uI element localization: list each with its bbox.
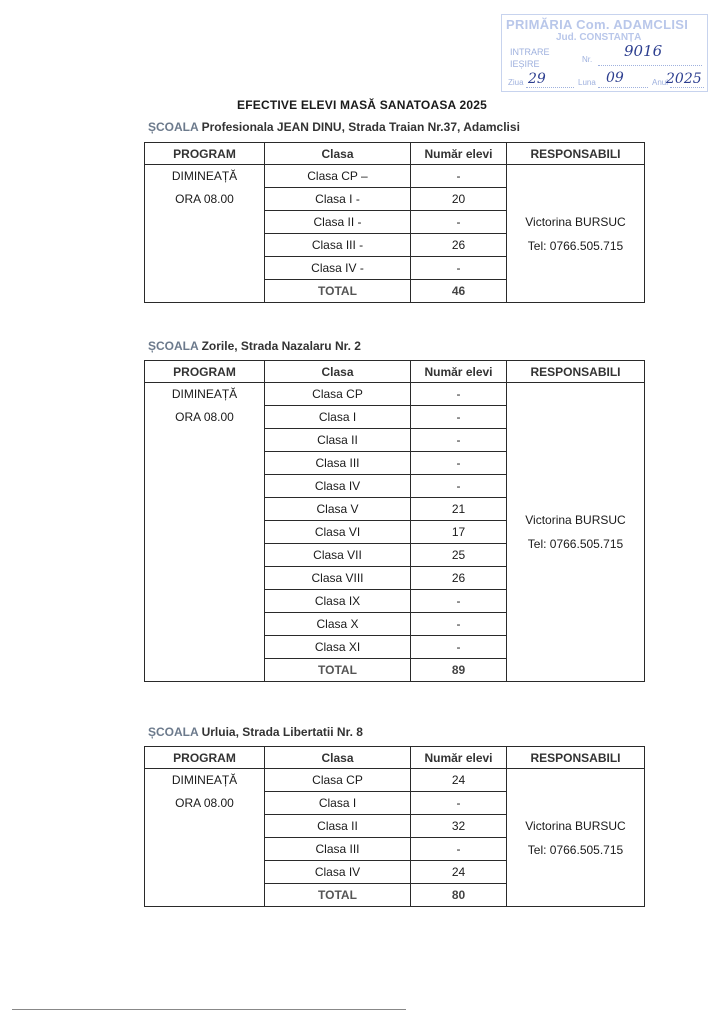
clasa-cell: Clasa CP	[265, 383, 411, 406]
numar-cell: -	[411, 792, 507, 815]
numar-cell: 24	[411, 769, 507, 792]
program-cell: DIMINEAȚĂ ORA 08.00	[145, 769, 265, 907]
responsabili-cell: Victorina BURSUC Tel: 0766.505.715	[507, 769, 645, 907]
numar-cell: -	[411, 452, 507, 475]
school-heading-1: ȘCOALA Profesionala JEAN DINU, Strada Traian Nr.37, Adamclisi	[148, 120, 520, 134]
clasa-cell: Clasa II -	[265, 211, 411, 234]
numar-cell: -	[411, 838, 507, 861]
clasa-cell: Clasa CP –	[265, 165, 411, 188]
stamp-luna-label: Luna	[578, 78, 596, 87]
responsabili-cell: Victorina BURSUC Tel: 0766.505.715	[507, 165, 645, 303]
table-row	[145, 769, 645, 792]
stamp-day-handwritten: 29	[528, 71, 546, 87]
stamp-iesire: IEȘIRE	[510, 59, 540, 69]
table-row	[145, 383, 645, 406]
stamp-number-handwritten: 9016	[624, 42, 663, 60]
clasa-cell: Clasa III	[265, 838, 411, 861]
clasa-cell: Clasa I	[265, 406, 411, 429]
school-heading-2: ȘCOALA Zorile, Strada Nazalaru Nr. 2	[148, 339, 361, 353]
numar-cell: -	[411, 636, 507, 659]
header-responsabili: RESPONSABILI	[507, 747, 645, 769]
document-title: EFECTIVE ELEVI MASĂ SANATOASA 2025	[237, 98, 487, 112]
header-clasa: Clasa	[265, 361, 411, 383]
numar-cell: 26	[411, 567, 507, 590]
numar-cell: 25	[411, 544, 507, 567]
clasa-cell: Clasa IV	[265, 475, 411, 498]
table-row	[145, 165, 645, 188]
clasa-cell: Clasa IX	[265, 590, 411, 613]
clasa-cell: Clasa III -	[265, 234, 411, 257]
total-label: TOTAL	[265, 659, 411, 682]
enrollment-table-1	[144, 142, 645, 303]
clasa-cell: Clasa III	[265, 452, 411, 475]
header-program: PROGRAM	[145, 143, 265, 165]
total-label: TOTAL	[265, 280, 411, 303]
stamp-year-handwritten: 2025	[666, 71, 702, 87]
clasa-cell: Clasa II	[265, 429, 411, 452]
table-header-row	[145, 361, 645, 383]
header-responsabili: RESPONSABILI	[507, 361, 645, 383]
stamp-month-handwritten: 09	[606, 70, 624, 86]
clasa-cell: Clasa VI	[265, 521, 411, 544]
clasa-cell: Clasa I -	[265, 188, 411, 211]
stamp-anul-label: Anul	[652, 78, 669, 87]
bottom-rule	[12, 1009, 406, 1010]
header-program: PROGRAM	[145, 747, 265, 769]
total-value: 80	[411, 884, 507, 907]
numar-cell: -	[411, 165, 507, 188]
program-cell: DIMINEAȚĂ ORA 08.00	[145, 165, 265, 303]
header-clasa: Clasa	[265, 747, 411, 769]
numar-cell: 24	[411, 861, 507, 884]
stamp-county: Jud. CONSTANȚA	[556, 32, 642, 43]
clasa-cell: Clasa VII	[265, 544, 411, 567]
numar-cell: -	[411, 406, 507, 429]
clasa-cell: Clasa XI	[265, 636, 411, 659]
total-value: 46	[411, 280, 507, 303]
school-heading-3: ȘCOALA Urluia, Strada Libertatii Nr. 8	[148, 725, 363, 739]
total-value: 89	[411, 659, 507, 682]
clasa-cell: Clasa I	[265, 792, 411, 815]
numar-cell: -	[411, 590, 507, 613]
numar-cell: -	[411, 475, 507, 498]
responsabili-cell: Victorina BURSUC Tel: 0766.505.715	[507, 383, 645, 682]
stamp-nr-label: Nr.	[582, 55, 593, 64]
numar-cell: 17	[411, 521, 507, 544]
header-numar: Număr elevi	[411, 143, 507, 165]
header-responsabili: RESPONSABILI	[507, 143, 645, 165]
numar-cell: -	[411, 383, 507, 406]
clasa-cell: Clasa VIII	[265, 567, 411, 590]
numar-cell: 26	[411, 234, 507, 257]
header-numar: Număr elevi	[411, 747, 507, 769]
clasa-cell: Clasa II	[265, 815, 411, 838]
numar-cell: -	[411, 613, 507, 636]
enrollment-table-3	[144, 746, 645, 907]
header-program: PROGRAM	[145, 361, 265, 383]
clasa-cell: Clasa V	[265, 498, 411, 521]
stamp-ziua-label: Ziua	[508, 78, 524, 87]
total-label: TOTAL	[265, 884, 411, 907]
stamp-institution: PRIMĂRIA Com. ADAMCLISI	[506, 17, 689, 32]
clasa-cell: Clasa X	[265, 613, 411, 636]
program-cell: DIMINEAȚĂ ORA 08.00	[145, 383, 265, 682]
numar-cell: -	[411, 257, 507, 280]
header-numar: Număr elevi	[411, 361, 507, 383]
numar-cell: 20	[411, 188, 507, 211]
numar-cell: -	[411, 429, 507, 452]
enrollment-table-2	[144, 360, 645, 682]
numar-cell: -	[411, 211, 507, 234]
numar-cell: 32	[411, 815, 507, 838]
header-clasa: Clasa	[265, 143, 411, 165]
stamp-intrare: INTRARE	[510, 47, 550, 57]
clasa-cell: Clasa IV	[265, 861, 411, 884]
numar-cell: 21	[411, 498, 507, 521]
table-header-row	[145, 143, 645, 165]
clasa-cell: Clasa CP	[265, 769, 411, 792]
clasa-cell: Clasa IV -	[265, 257, 411, 280]
table-header-row	[145, 747, 645, 769]
